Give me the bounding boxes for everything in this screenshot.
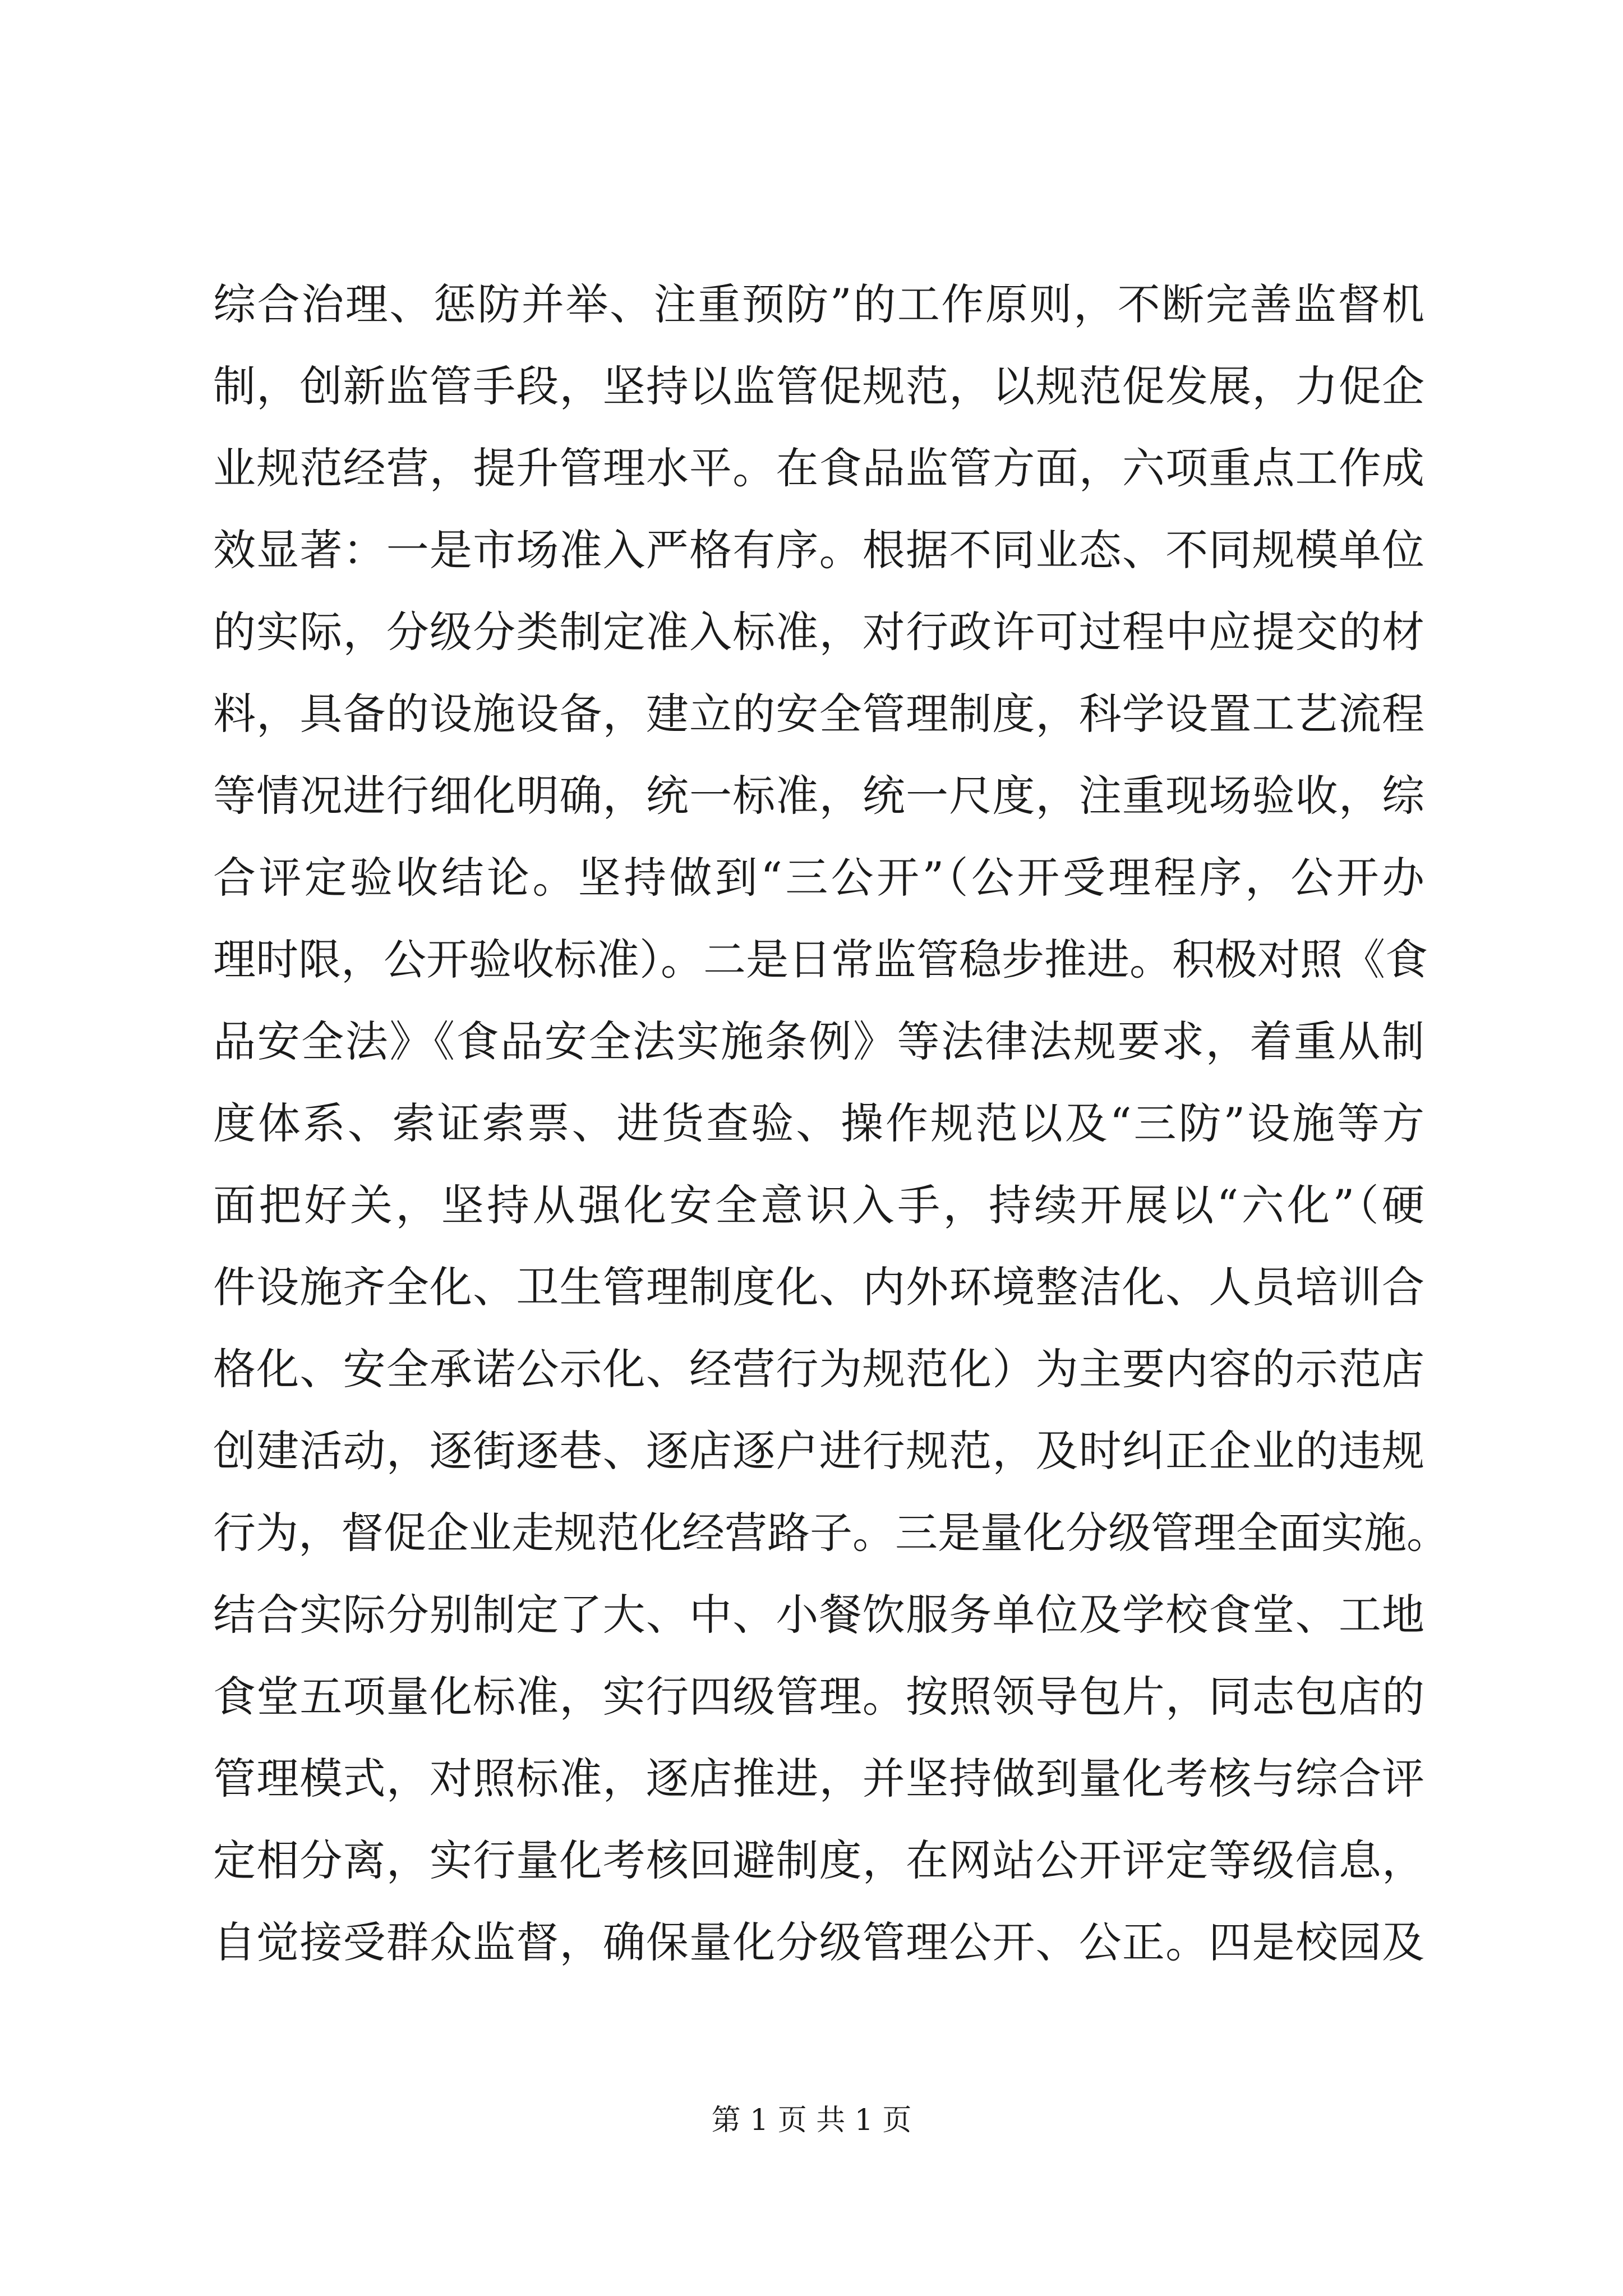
text-line: 创建活动，逐街逐巷、逐店逐户进行规范，及时纠正企业的违规	[213, 1426, 1424, 1476]
text-line: 制，创新监管手段，坚持以监管促规范，以规范促发展，力促企	[213, 361, 1424, 411]
text-line: 管理模式，对照标准，逐店推进，并坚持做到量化考核与综合评	[213, 1754, 1424, 1803]
text-line: 理时限，公开验收标准）。二是日常监管稳步推进。积极对照《食	[213, 935, 1428, 984]
text-line: 料，具备的设施设备，建立的安全管理制度，科学设置工艺流程	[213, 689, 1424, 739]
text-line: 定相分离，实行量化考核回避制度，在网站公开评定等级信息，	[213, 1835, 1424, 1885]
text-line: 格化、安全承诺公示化、经营行为规范化）为主要内容的示范店	[213, 1344, 1424, 1394]
text-line: 行为，督促企业走规范化经营路子。三是量化分级管理全面实施。	[213, 1508, 1449, 1558]
page-number-label: 第 1 页 共 1 页	[711, 2104, 912, 2137]
page-footer	[0, 2101, 1623, 2140]
text-line: 自觉接受群众监督，确保量化分级管理公开、公正。四是校园及	[213, 1917, 1424, 1967]
body-text	[213, 264, 1449, 1984]
text-line: 件设施齐全化、卫生管理制度化、内外环境整洁化、人员培训合	[213, 1262, 1424, 1312]
text-line: 合评定验收结论。坚持做到“三公开”（公开受理程序，公开办	[213, 853, 1424, 903]
text-line: 的实际，分级分类制定准入标准，对行政许可过程中应提交的材	[213, 607, 1424, 657]
text-line: 度体系、索证索票、进货查验、操作规范以及“三防”设施等方	[213, 1098, 1424, 1148]
text-line: 综合治理、惩防并举、注重预防”的工作原则，不断完善监督机	[213, 279, 1424, 329]
text-line: 等情况进行细化明确，统一标准，统一尺度，注重现场验收，综	[213, 771, 1424, 821]
text-line: 效显著：一是市场准入严格有序。根据不同业态、不同规模单位	[213, 525, 1424, 575]
text-line: 品安全法》《食品安全法实施条例》等法律法规要求，着重从制	[213, 1016, 1424, 1066]
text-line: 业规范经营，提升管理水平。在食品监管方面，六项重点工作成	[213, 443, 1424, 493]
text-line: 面把好关，坚持从强化安全意识入手，持续开展以“六化”（硬	[213, 1180, 1424, 1230]
text-line: 结合实际分别制定了大、中、小餐饮服务单位及学校食堂、工地	[213, 1590, 1424, 1640]
text-line: 食堂五项量化标准，实行四级管理。按照领导包片，同志包店的	[213, 1672, 1424, 1722]
